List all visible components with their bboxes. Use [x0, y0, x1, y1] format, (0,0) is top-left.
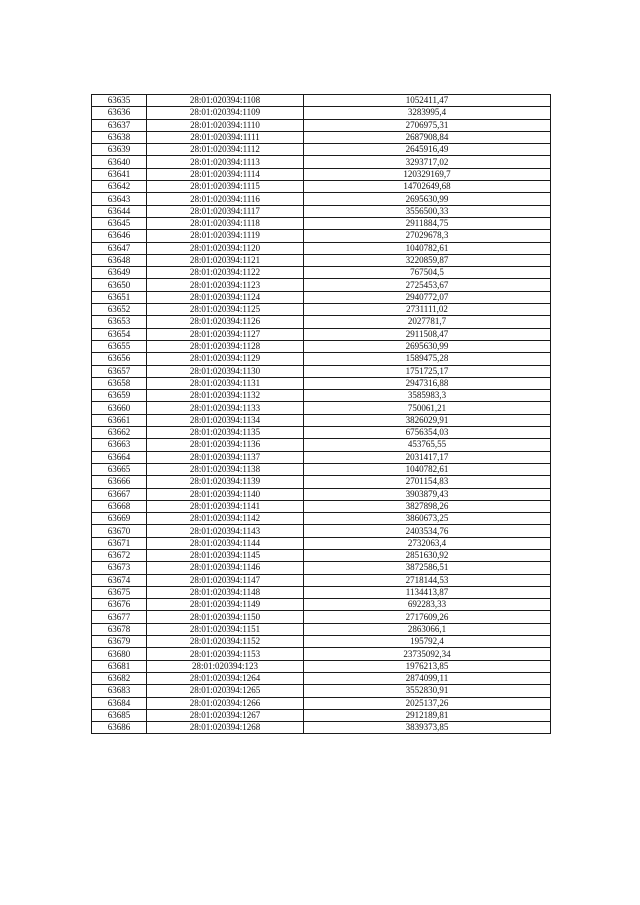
value-cell: 14702649,68 — [304, 181, 551, 193]
row-number-cell: 63681 — [92, 660, 147, 672]
table-row — [92, 217, 551, 229]
table-row — [92, 500, 551, 512]
cadastral-number-cell: 28:01:020394:1144 — [147, 537, 304, 549]
table-row — [92, 611, 551, 623]
cadastral-number-cell: 28:01:020394:1126 — [147, 316, 304, 328]
row-number-cell: 63659 — [92, 390, 147, 402]
table-row — [92, 414, 551, 426]
row-number-cell: 63658 — [92, 377, 147, 389]
table-row — [92, 353, 551, 365]
row-number-cell: 63650 — [92, 279, 147, 291]
value-cell: 3826029,91 — [304, 414, 551, 426]
value-cell: 2403534,76 — [304, 525, 551, 537]
table-row — [92, 242, 551, 254]
row-number-cell: 63673 — [92, 562, 147, 574]
table-row — [92, 513, 551, 525]
value-cell: 2695630,99 — [304, 340, 551, 352]
row-number-cell: 63667 — [92, 488, 147, 500]
cadastral-number-cell: 28:01:020394:1120 — [147, 242, 304, 254]
value-cell: 3903879,43 — [304, 488, 551, 500]
row-number-cell: 63635 — [92, 95, 147, 107]
table-row — [92, 193, 551, 205]
cadastral-number-cell: 28:01:020394:1110 — [147, 119, 304, 131]
value-cell: 3293717,02 — [304, 156, 551, 168]
value-cell: 1040782,61 — [304, 242, 551, 254]
cadastral-number-cell: 28:01:020394:1114 — [147, 168, 304, 180]
cadastral-number-cell: 28:01:020394:1139 — [147, 476, 304, 488]
cadastral-number-cell: 28:01:020394:1264 — [147, 672, 304, 684]
row-number-cell: 63686 — [92, 722, 147, 734]
cadastral-number-cell: 28:01:020394:1125 — [147, 304, 304, 316]
cadastral-number-cell: 28:01:020394:1115 — [147, 181, 304, 193]
value-cell: 3556500,33 — [304, 205, 551, 217]
table-row — [92, 107, 551, 119]
cadastral-number-cell: 28:01:020394:1267 — [147, 709, 304, 721]
row-number-cell: 63651 — [92, 291, 147, 303]
table-row — [92, 377, 551, 389]
row-number-cell: 63680 — [92, 648, 147, 660]
row-number-cell: 63675 — [92, 586, 147, 598]
cadastral-number-cell: 28:01:020394:1268 — [147, 722, 304, 734]
value-cell: 27029678,3 — [304, 230, 551, 242]
value-cell: 3585983,3 — [304, 390, 551, 402]
value-cell: 2947316,88 — [304, 377, 551, 389]
value-cell: 1134413,87 — [304, 586, 551, 598]
row-number-cell: 63685 — [92, 709, 147, 721]
table-row — [92, 562, 551, 574]
cadastral-number-cell: 28:01:020394:1141 — [147, 500, 304, 512]
cadastral-number-cell: 28:01:020394:1152 — [147, 636, 304, 648]
cadastral-number-cell: 28:01:020394:1111 — [147, 131, 304, 143]
row-number-cell: 63645 — [92, 217, 147, 229]
cadastral-number-cell: 28:01:020394:1112 — [147, 144, 304, 156]
table-row — [92, 291, 551, 303]
cadastral-number-cell: 28:01:020394:1136 — [147, 439, 304, 451]
value-cell: 2732063,4 — [304, 537, 551, 549]
cadastral-number-cell: 28:01:020394:1153 — [147, 648, 304, 660]
value-cell: 23735092,34 — [304, 648, 551, 660]
row-number-cell: 63676 — [92, 599, 147, 611]
cadastral-number-cell: 28:01:020394:1140 — [147, 488, 304, 500]
cadastral-number-cell: 28:01:020394:1148 — [147, 586, 304, 598]
table-row — [92, 119, 551, 131]
value-cell: 692283,33 — [304, 599, 551, 611]
table-row — [92, 390, 551, 402]
value-cell: 453765,55 — [304, 439, 551, 451]
row-number-cell: 63637 — [92, 119, 147, 131]
cadastral-number-cell: 28:01:020394:1119 — [147, 230, 304, 242]
value-cell: 750061,21 — [304, 402, 551, 414]
table-row — [92, 525, 551, 537]
row-number-cell: 63640 — [92, 156, 147, 168]
value-cell: 2687908,84 — [304, 131, 551, 143]
table-row — [92, 697, 551, 709]
table-row — [92, 304, 551, 316]
cadastral-number-cell: 28:01:020394:1146 — [147, 562, 304, 574]
table-row — [92, 156, 551, 168]
cadastral-number-cell: 28:01:020394:1143 — [147, 525, 304, 537]
cadastral-number-cell: 28:01:020394:1127 — [147, 328, 304, 340]
row-number-cell: 63649 — [92, 267, 147, 279]
table-row — [92, 439, 551, 451]
row-number-cell: 63652 — [92, 304, 147, 316]
value-cell: 2851630,92 — [304, 549, 551, 561]
table-row — [92, 586, 551, 598]
value-cell: 3827898,26 — [304, 500, 551, 512]
cadastral-number-cell: 28:01:020394:1130 — [147, 365, 304, 377]
row-number-cell: 63679 — [92, 636, 147, 648]
table-row — [92, 549, 551, 561]
cadastral-number-cell: 28:01:020394:1117 — [147, 205, 304, 217]
value-cell: 3872586,51 — [304, 562, 551, 574]
value-cell: 2718144,53 — [304, 574, 551, 586]
table-row — [92, 427, 551, 439]
row-number-cell: 63653 — [92, 316, 147, 328]
value-cell: 2701154,83 — [304, 476, 551, 488]
value-cell: 2706975,31 — [304, 119, 551, 131]
cadastral-number-cell: 28:01:020394:1142 — [147, 513, 304, 525]
value-cell: 6756354,03 — [304, 427, 551, 439]
cadastral-number-cell: 28:01:020394:1147 — [147, 574, 304, 586]
table-row — [92, 279, 551, 291]
cadastral-number-cell: 28:01:020394:1123 — [147, 279, 304, 291]
row-number-cell: 63648 — [92, 254, 147, 266]
cadastral-number-cell: 28:01:020394:1128 — [147, 340, 304, 352]
cadastral-number-cell: 28:01:020394:1265 — [147, 685, 304, 697]
value-cell: 767504,5 — [304, 267, 551, 279]
table-row — [92, 685, 551, 697]
cadastral-number-cell: 28:01:020394:1151 — [147, 623, 304, 635]
value-cell: 1589475,28 — [304, 353, 551, 365]
value-cell: 2874099,11 — [304, 672, 551, 684]
row-number-cell: 63677 — [92, 611, 147, 623]
table-row — [92, 95, 551, 107]
value-cell: 1976213,85 — [304, 660, 551, 672]
value-cell: 1040782,61 — [304, 463, 551, 475]
cadastral-number-cell: 28:01:020394:1121 — [147, 254, 304, 266]
value-cell: 2911884,75 — [304, 217, 551, 229]
row-number-cell: 63670 — [92, 525, 147, 537]
row-number-cell: 63674 — [92, 574, 147, 586]
cadastral-number-cell: 28:01:020394:1266 — [147, 697, 304, 709]
row-number-cell: 63642 — [92, 181, 147, 193]
row-number-cell: 63643 — [92, 193, 147, 205]
row-number-cell: 63662 — [92, 427, 147, 439]
value-cell: 3552830,91 — [304, 685, 551, 697]
table-row — [92, 181, 551, 193]
row-number-cell: 63663 — [92, 439, 147, 451]
table-row — [92, 168, 551, 180]
value-cell: 3839373,85 — [304, 722, 551, 734]
cadastral-number-cell: 28:01:020394:1132 — [147, 390, 304, 402]
row-number-cell: 63638 — [92, 131, 147, 143]
value-cell: 2025137,26 — [304, 697, 551, 709]
cadastral-number-cell: 28:01:020394:123 — [147, 660, 304, 672]
value-cell: 2725453,67 — [304, 279, 551, 291]
row-number-cell: 63646 — [92, 230, 147, 242]
table-row — [92, 709, 551, 721]
cadastral-number-cell: 28:01:020394:1113 — [147, 156, 304, 168]
row-number-cell: 63656 — [92, 353, 147, 365]
value-cell: 3220859,87 — [304, 254, 551, 266]
table-row — [92, 488, 551, 500]
row-number-cell: 63666 — [92, 476, 147, 488]
table-row — [92, 254, 551, 266]
row-number-cell: 63644 — [92, 205, 147, 217]
row-number-cell: 63639 — [92, 144, 147, 156]
row-number-cell: 63684 — [92, 697, 147, 709]
value-cell: 120329169,7 — [304, 168, 551, 180]
row-number-cell: 63664 — [92, 451, 147, 463]
row-number-cell: 63636 — [92, 107, 147, 119]
table-row — [92, 574, 551, 586]
table-row — [92, 623, 551, 635]
value-cell: 3283995,4 — [304, 107, 551, 119]
cadastral-number-cell: 28:01:020394:1145 — [147, 549, 304, 561]
table-row — [92, 599, 551, 611]
cadastral-value-table — [91, 94, 551, 734]
row-number-cell: 63672 — [92, 549, 147, 561]
row-number-cell: 63678 — [92, 623, 147, 635]
value-cell: 2645916,49 — [304, 144, 551, 156]
value-cell: 1052411,47 — [304, 95, 551, 107]
table-row — [92, 451, 551, 463]
table-row — [92, 328, 551, 340]
row-number-cell: 63665 — [92, 463, 147, 475]
table-row — [92, 316, 551, 328]
cadastral-number-cell: 28:01:020394:1138 — [147, 463, 304, 475]
value-cell: 2911508,47 — [304, 328, 551, 340]
cadastral-number-cell: 28:01:020394:1108 — [147, 95, 304, 107]
cadastral-number-cell: 28:01:020394:1135 — [147, 427, 304, 439]
table-row — [92, 537, 551, 549]
value-cell: 3860673,25 — [304, 513, 551, 525]
row-number-cell: 63647 — [92, 242, 147, 254]
table-row — [92, 476, 551, 488]
row-number-cell: 63669 — [92, 513, 147, 525]
value-cell: 2717609,26 — [304, 611, 551, 623]
row-number-cell: 63654 — [92, 328, 147, 340]
cadastral-number-cell: 28:01:020394:1137 — [147, 451, 304, 463]
value-cell: 2031417,17 — [304, 451, 551, 463]
row-number-cell: 63671 — [92, 537, 147, 549]
value-cell: 2027781,7 — [304, 316, 551, 328]
row-number-cell: 63683 — [92, 685, 147, 697]
row-number-cell: 63655 — [92, 340, 147, 352]
value-cell: 2731111,02 — [304, 304, 551, 316]
table-row — [92, 131, 551, 143]
cadastral-number-cell: 28:01:020394:1150 — [147, 611, 304, 623]
table-row — [92, 672, 551, 684]
value-cell: 2940772,07 — [304, 291, 551, 303]
row-number-cell: 63657 — [92, 365, 147, 377]
row-number-cell: 63668 — [92, 500, 147, 512]
value-cell: 2863066,1 — [304, 623, 551, 635]
cadastral-number-cell: 28:01:020394:1133 — [147, 402, 304, 414]
row-number-cell: 63660 — [92, 402, 147, 414]
cadastral-number-cell: 28:01:020394:1109 — [147, 107, 304, 119]
row-number-cell: 63641 — [92, 168, 147, 180]
cadastral-number-cell: 28:01:020394:1129 — [147, 353, 304, 365]
value-cell: 2912189,81 — [304, 709, 551, 721]
cadastral-number-cell: 28:01:020394:1134 — [147, 414, 304, 426]
table-row — [92, 267, 551, 279]
table-row — [92, 340, 551, 352]
table-row — [92, 205, 551, 217]
table-body — [92, 95, 551, 734]
table-row — [92, 722, 551, 734]
table-row — [92, 144, 551, 156]
table-row — [92, 648, 551, 660]
table-row — [92, 660, 551, 672]
table-row — [92, 463, 551, 475]
cadastral-number-cell: 28:01:020394:1124 — [147, 291, 304, 303]
value-cell: 2695630,99 — [304, 193, 551, 205]
cadastral-number-cell: 28:01:020394:1149 — [147, 599, 304, 611]
table-row — [92, 365, 551, 377]
cadastral-number-cell: 28:01:020394:1122 — [147, 267, 304, 279]
cadastral-number-cell: 28:01:020394:1118 — [147, 217, 304, 229]
cadastral-number-cell: 28:01:020394:1116 — [147, 193, 304, 205]
value-cell: 1751725,17 — [304, 365, 551, 377]
row-number-cell: 63661 — [92, 414, 147, 426]
cadastral-number-cell: 28:01:020394:1131 — [147, 377, 304, 389]
row-number-cell: 63682 — [92, 672, 147, 684]
table-row — [92, 402, 551, 414]
table-row — [92, 636, 551, 648]
table-row — [92, 230, 551, 242]
value-cell: 195792,4 — [304, 636, 551, 648]
